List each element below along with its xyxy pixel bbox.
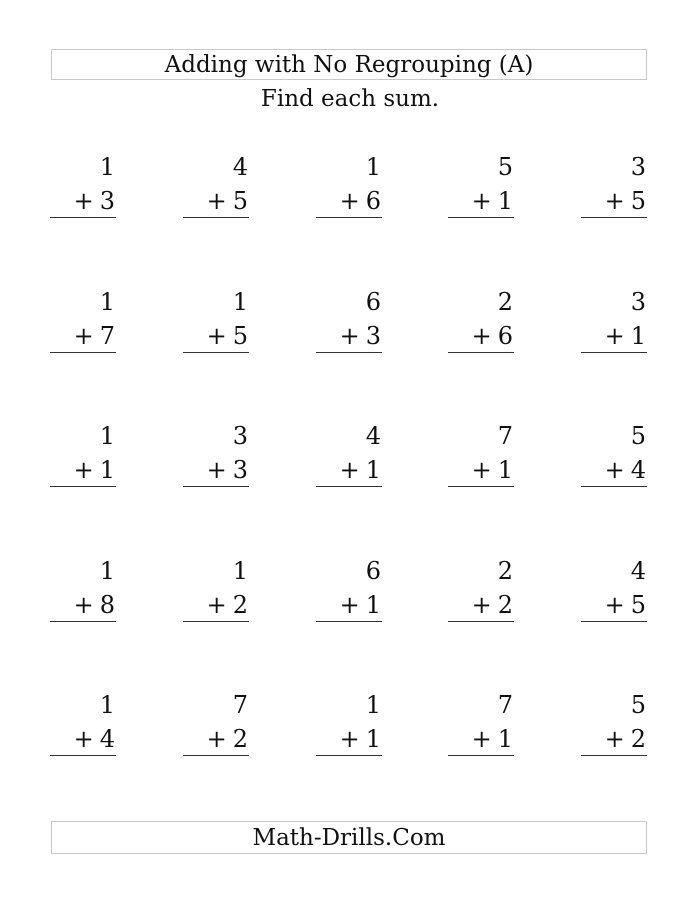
addition-problem (183, 557, 249, 621)
addend-top: 1 (232, 288, 248, 316)
addend-bottom: 1 (365, 591, 381, 619)
answer-line (316, 486, 382, 487)
addend-top: 1 (365, 153, 381, 181)
answer-line (448, 755, 514, 756)
addition-problem (581, 557, 647, 621)
answer-line (183, 486, 249, 487)
plus-sign: + (604, 322, 625, 350)
answer-line (50, 352, 116, 353)
addition-problem (316, 288, 382, 352)
addend-bottom: 1 (497, 725, 513, 753)
answer-line (183, 217, 249, 218)
plus-sign: + (471, 456, 492, 484)
addend-bottom: 3 (365, 322, 381, 350)
addend-top: 6 (365, 557, 381, 585)
plus-sign: + (206, 322, 227, 350)
footer-site-name: Math-Drills.Com (252, 824, 446, 851)
addend-top: 1 (232, 557, 248, 585)
addend-top: 1 (99, 422, 115, 450)
plus-sign: + (471, 322, 492, 350)
addition-problem (316, 557, 382, 621)
addition-problem (316, 691, 382, 755)
answer-line (581, 352, 647, 353)
addend-top: 4 (232, 153, 248, 181)
addition-problem (183, 153, 249, 217)
addend-bottom-row (207, 187, 248, 215)
addend-top: 1 (99, 557, 115, 585)
answer-line (448, 217, 514, 218)
addition-problem (316, 422, 382, 486)
answer-line (448, 352, 514, 353)
addend-top: 5 (630, 691, 646, 719)
addend-bottom-row (340, 322, 381, 350)
addend-bottom: 2 (630, 725, 646, 753)
addend-bottom-row (472, 322, 513, 350)
answer-line (183, 621, 249, 622)
addend-bottom: 1 (497, 456, 513, 484)
addition-problem (448, 153, 514, 217)
addend-bottom-row (605, 187, 646, 215)
answer-line (316, 217, 382, 218)
answer-line (183, 352, 249, 353)
plus-sign: + (339, 322, 360, 350)
plus-sign: + (339, 456, 360, 484)
addend-top: 3 (232, 422, 248, 450)
addend-bottom: 1 (365, 456, 381, 484)
addend-bottom: 3 (232, 456, 248, 484)
answer-line (316, 621, 382, 622)
answer-line (581, 755, 647, 756)
plus-sign: + (471, 591, 492, 619)
addend-top: 1 (99, 691, 115, 719)
addend-bottom-row (605, 725, 646, 753)
addend-bottom-row (340, 456, 381, 484)
addend-top: 7 (497, 691, 513, 719)
addend-bottom-row (74, 456, 115, 484)
addend-bottom: 2 (232, 725, 248, 753)
addend-bottom: 5 (630, 187, 646, 215)
addend-bottom-row (74, 322, 115, 350)
addend-bottom: 5 (630, 591, 646, 619)
addend-bottom: 1 (365, 725, 381, 753)
addend-bottom-row (605, 322, 646, 350)
plus-sign: + (206, 725, 227, 753)
footer-box (51, 821, 647, 854)
addend-bottom-row (74, 591, 115, 619)
plus-sign: + (73, 725, 94, 753)
addend-top: 7 (232, 691, 248, 719)
addition-problem (448, 288, 514, 352)
addend-bottom-row (207, 591, 248, 619)
addend-top: 1 (365, 691, 381, 719)
plus-sign: + (206, 187, 227, 215)
addend-top: 2 (497, 557, 513, 585)
addition-problem (448, 691, 514, 755)
answer-line (581, 486, 647, 487)
addend-top: 2 (497, 288, 513, 316)
addend-bottom: 5 (232, 322, 248, 350)
addition-problem (581, 153, 647, 217)
plus-sign: + (206, 456, 227, 484)
addend-bottom: 1 (99, 456, 115, 484)
plus-sign: + (73, 591, 94, 619)
plus-sign: + (339, 591, 360, 619)
addition-problem (448, 557, 514, 621)
addition-problem (50, 288, 116, 352)
addend-bottom-row (74, 725, 115, 753)
addition-problem (581, 691, 647, 755)
addition-problem (50, 153, 116, 217)
answer-line (50, 486, 116, 487)
addend-bottom-row (74, 187, 115, 215)
answer-line (581, 621, 647, 622)
addend-bottom-row (472, 456, 513, 484)
answer-line (581, 217, 647, 218)
addend-bottom-row (340, 725, 381, 753)
addend-bottom-row (472, 725, 513, 753)
addend-bottom: 4 (99, 725, 115, 753)
addend-top: 4 (630, 557, 646, 585)
answer-line (183, 755, 249, 756)
worksheet-title: Adding with No Regrouping (A) (164, 51, 534, 78)
addend-top: 6 (365, 288, 381, 316)
addition-problem (50, 691, 116, 755)
plus-sign: + (471, 725, 492, 753)
answer-line (316, 352, 382, 353)
addend-bottom: 6 (365, 187, 381, 215)
addend-bottom-row (207, 725, 248, 753)
answer-line (50, 621, 116, 622)
addition-problem (316, 153, 382, 217)
addend-top: 1 (99, 288, 115, 316)
addend-bottom: 7 (99, 322, 115, 350)
addend-bottom: 2 (232, 591, 248, 619)
addend-bottom-row (605, 591, 646, 619)
addition-problem (183, 422, 249, 486)
addition-problem (50, 557, 116, 621)
addend-top: 5 (630, 422, 646, 450)
addend-bottom-row (340, 187, 381, 215)
worksheet-title-box (51, 49, 647, 80)
addition-problem (50, 422, 116, 486)
plus-sign: + (339, 187, 360, 215)
addend-top: 1 (99, 153, 115, 181)
addition-problem (448, 422, 514, 486)
addend-bottom: 8 (99, 591, 115, 619)
addition-problem (183, 691, 249, 755)
answer-line (316, 755, 382, 756)
addition-problem (581, 288, 647, 352)
plus-sign: + (206, 591, 227, 619)
plus-sign: + (604, 456, 625, 484)
answer-line (50, 755, 116, 756)
plus-sign: + (604, 591, 625, 619)
answer-line (50, 217, 116, 218)
addend-bottom: 2 (497, 591, 513, 619)
plus-sign: + (471, 187, 492, 215)
plus-sign: + (604, 725, 625, 753)
addend-top: 4 (365, 422, 381, 450)
worksheet-instructions: Find each sum. (260, 86, 440, 112)
addend-bottom-row (472, 187, 513, 215)
addition-problem (581, 422, 647, 486)
plus-sign: + (604, 187, 625, 215)
answer-line (448, 486, 514, 487)
addend-bottom: 5 (232, 187, 248, 215)
plus-sign: + (73, 322, 94, 350)
plus-sign: + (339, 725, 360, 753)
addend-bottom: 1 (497, 187, 513, 215)
addend-bottom: 3 (99, 187, 115, 215)
addend-bottom-row (472, 591, 513, 619)
addend-bottom: 4 (630, 456, 646, 484)
plus-sign: + (73, 456, 94, 484)
addend-bottom-row (207, 456, 248, 484)
addend-top: 7 (497, 422, 513, 450)
addend-top: 3 (630, 288, 646, 316)
answer-line (448, 621, 514, 622)
addition-problem (183, 288, 249, 352)
addend-bottom-row (605, 456, 646, 484)
addend-top: 5 (497, 153, 513, 181)
addend-bottom-row (340, 591, 381, 619)
addend-bottom: 1 (630, 322, 646, 350)
addend-top: 3 (630, 153, 646, 181)
plus-sign: + (73, 187, 94, 215)
addend-bottom-row (207, 322, 248, 350)
addend-bottom: 6 (497, 322, 513, 350)
